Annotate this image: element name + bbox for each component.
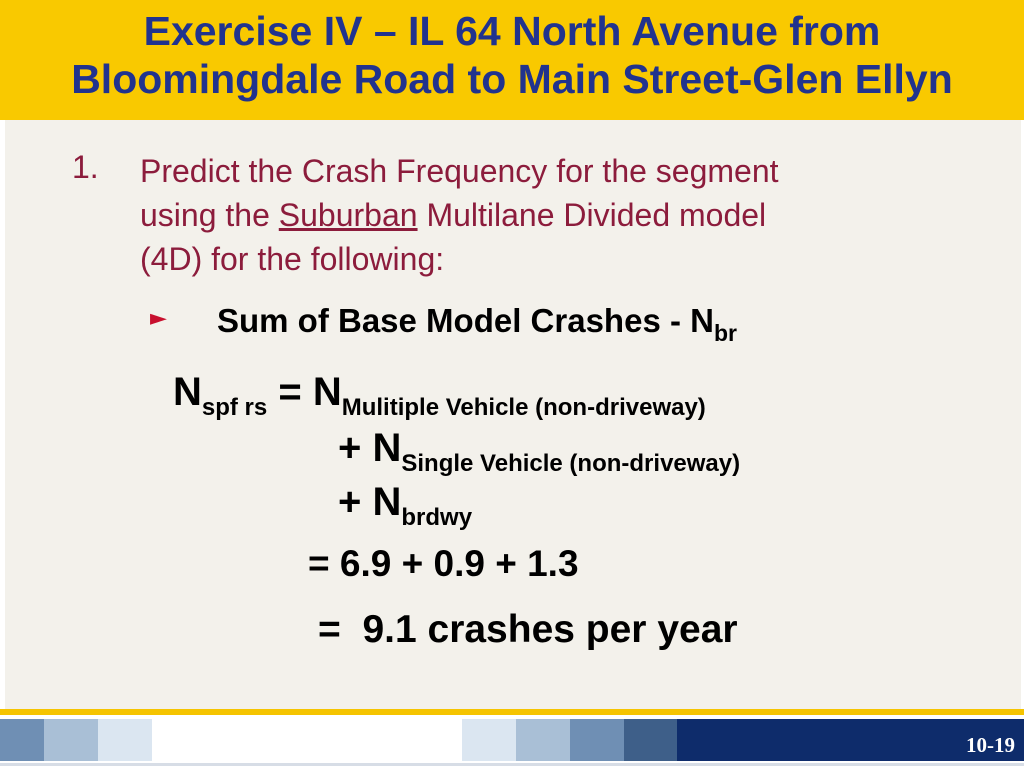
list-item-line-1: Predict the Crash Frequency for the segment	[140, 153, 779, 189]
equation-result-value: 9.1 crashes per year	[362, 608, 738, 651]
equation-term-3-subscript: brdwy	[401, 504, 473, 531]
bullet-text-main: Sum of Base Model Crashes - N	[217, 302, 714, 339]
list-item-line-3: (4D) for the following:	[140, 241, 445, 277]
equation-plus-n-2: + N	[338, 426, 402, 470]
footer	[0, 715, 1024, 768]
equation-term-1-subscript: Mulitiple Vehicle (non-driveway)	[341, 394, 706, 421]
equation-plus-n-3: + N	[338, 480, 402, 524]
list-item-text	[140, 149, 960, 281]
list-item-line-2-start: using the	[140, 197, 279, 233]
list-item-line-2-end: Multilane Divided model	[417, 197, 767, 233]
equation-line-3	[338, 480, 472, 532]
footer-blue-bar	[677, 719, 1024, 761]
equation-sum: = 6.9 + 0.9 + 1.3	[308, 543, 579, 584]
equation-result	[318, 608, 738, 652]
footer-square-5	[516, 719, 570, 761]
footer-underline	[0, 763, 1024, 766]
list-item-line-2	[140, 193, 960, 237]
suburban-underlined-text: Suburban	[278, 197, 418, 233]
footer-square-7	[624, 719, 677, 761]
title-bar	[0, 0, 1024, 120]
footer-square-3	[98, 719, 152, 761]
bullet-subscript: br	[713, 320, 737, 346]
equation-line-2	[338, 426, 740, 478]
equation-result-equals: =	[318, 608, 341, 651]
equation-equals-n: = N	[278, 370, 342, 414]
equation-lhs-subscript: spf rs	[201, 394, 268, 421]
list-item-number: 1.	[72, 149, 99, 185]
footer-square-4	[462, 719, 516, 761]
footer-square-6	[570, 719, 624, 761]
bullet-text	[217, 302, 737, 347]
equation-term-2-subscript: Single Vehicle (non-driveway)	[401, 450, 741, 477]
footer-square-2	[44, 719, 98, 761]
equation-line-1	[173, 370, 706, 422]
equation-lhs-symbol: N	[173, 370, 202, 414]
page-number: 10-19	[966, 733, 1015, 757]
slide-title-line-1: Exercise IV – IL 64 North Avenue from	[143, 8, 881, 54]
footer-square-1	[0, 719, 44, 761]
bullet-arrow-icon: ►	[150, 306, 167, 331]
slide-title-line-2: Bloomingdale Road to Main Street-Glen Ellyn	[71, 56, 953, 102]
